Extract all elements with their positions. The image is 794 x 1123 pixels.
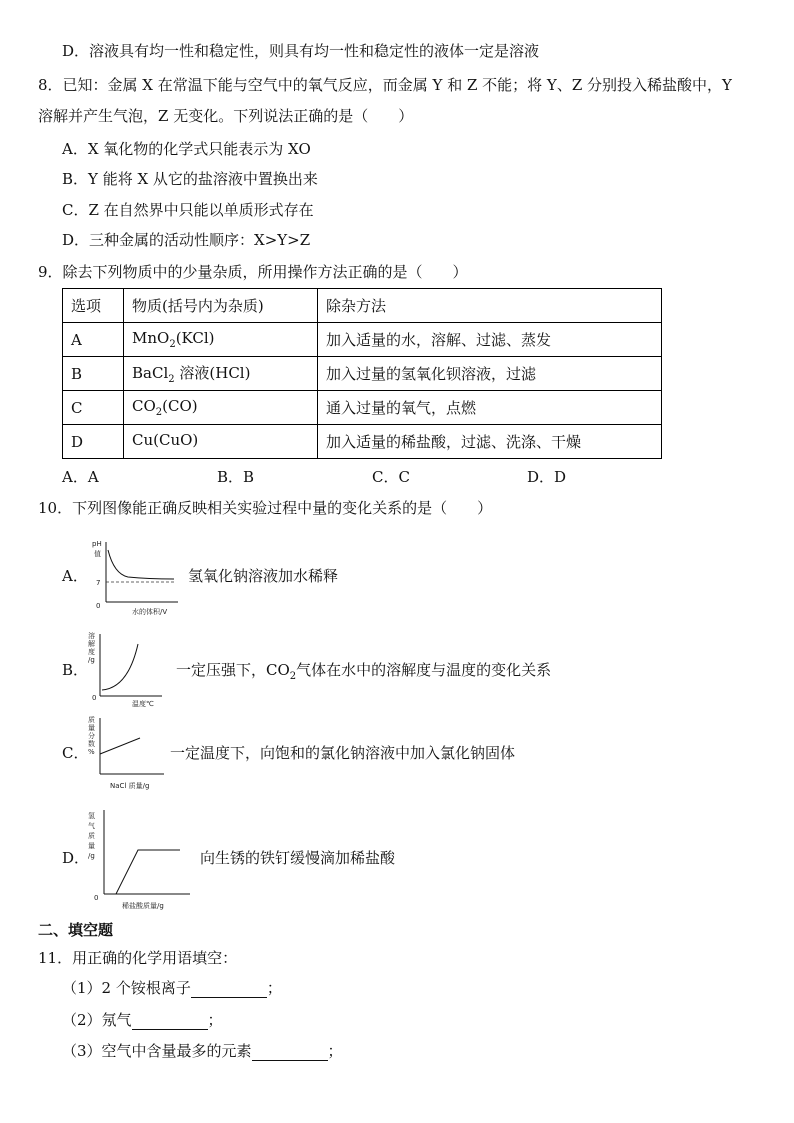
q8-stem-line2: 溶解并产生气泡，Z 无变化。下列说法正确的是（ ） bbox=[38, 107, 414, 125]
table-row bbox=[63, 323, 662, 357]
q10-stem: 10．下列图像能正确反映相关实验过程中量的变化关系的是（ ） bbox=[38, 499, 493, 517]
graph-a-tick: 7 bbox=[96, 579, 101, 587]
graph-d-xlabel: 稀盐酸质量/g bbox=[122, 902, 164, 910]
graph-c-line bbox=[100, 738, 140, 754]
graph-c-ylabel: 量 bbox=[88, 724, 95, 732]
answer-blank[interactable] bbox=[132, 1013, 208, 1030]
q11-item-3: （3）空气中含量最多的元素 ； bbox=[62, 1042, 343, 1060]
graph-b-curve bbox=[102, 644, 138, 690]
q8-option-a: A．X 氧化物的化学式只能表示为 XO bbox=[62, 140, 311, 158]
q10-option-c-letter: C． bbox=[62, 744, 89, 762]
graph-b-origin: 0 bbox=[92, 694, 97, 702]
table-header: 物质(括号内为杂质) bbox=[124, 289, 318, 323]
q10-option-d-letter: D． bbox=[62, 849, 90, 867]
substance-cell: BaCl$_2$ 溶液(HCl) bbox=[124, 357, 318, 391]
q8-stem-line1: 8．已知：金属 X 在常温下能与空气中的氧气反应，而金属 Y 和 Z 不能；将 Y、Z 分别投入稀盐酸中，Y bbox=[38, 76, 732, 94]
method-cell: 通入过量的氧气，点燃 bbox=[318, 391, 662, 425]
q9-table bbox=[62, 288, 662, 459]
answer-blank[interactable] bbox=[191, 981, 267, 998]
q9-answer-a: A．A bbox=[62, 468, 99, 486]
graph-a-curve bbox=[108, 550, 174, 579]
q8-option-d: D．三种金属的活动性顺序：X>Y>Z bbox=[62, 231, 311, 249]
q9-answer-c: C．C bbox=[372, 468, 410, 486]
table-row bbox=[63, 357, 662, 391]
method-cell: 加入过量的氢氧化钡溶液，过滤 bbox=[318, 357, 662, 391]
table-header: 选项 bbox=[63, 289, 124, 323]
graph-c bbox=[84, 712, 176, 794]
graph-c-ylabel: 数 bbox=[88, 740, 95, 748]
graph-c-ylabel: 分 bbox=[88, 732, 95, 740]
q9-answer-b: B．B bbox=[217, 468, 255, 486]
graph-d-ylabel: 气 bbox=[88, 822, 95, 830]
q10-option-b-letter: B． bbox=[62, 661, 89, 679]
graph-a-origin: 0 bbox=[96, 602, 101, 610]
option-cell: B bbox=[63, 357, 124, 391]
graph-b-ylabel: 度 bbox=[88, 648, 95, 656]
table-row bbox=[63, 425, 662, 459]
substance-cell: Cu(CuO) bbox=[124, 425, 318, 459]
graph-d-line bbox=[116, 850, 180, 894]
method-cell: 加入适量的稀盐酸，过滤、洗涤、干燥 bbox=[318, 425, 662, 459]
q10-option-c-desc: 一定温度下，向饱和的氯化钠溶液中加入氯化钠固体 bbox=[170, 744, 516, 762]
graph-a-ylabel: pH bbox=[92, 540, 102, 548]
q10-option-b-desc: 一定压强下，$CO_2$气体在水中的溶解度与温度的变化关系 bbox=[176, 661, 552, 682]
q9-answer-options bbox=[62, 467, 682, 487]
q9-answer-d: D．D bbox=[527, 468, 567, 486]
q9-stem: 9．除去下列物质中的少量杂质，所用操作方法正确的是（ ） bbox=[38, 263, 468, 281]
graph-d-ylabel: 量 bbox=[88, 842, 95, 850]
q11-stem: 11．用正确的化学用语填空： bbox=[38, 949, 238, 967]
graph-b-ylabel: 溶 bbox=[88, 632, 95, 640]
graph-a-xlabel: 水的体积/V bbox=[132, 608, 168, 616]
q8-option-c: C．Z 在自然界中只能以单质形式存在 bbox=[62, 201, 314, 219]
option-cell: D bbox=[63, 425, 124, 459]
q10-option-d-desc: 向生锈的铁钉缓慢滴加稀盐酸 bbox=[200, 849, 396, 867]
graph-b bbox=[84, 628, 176, 710]
section-title: 二、填空题 bbox=[38, 921, 114, 939]
q11-item-2: （2）氖气 ； bbox=[62, 1011, 223, 1029]
graph-b-ylabel: 解 bbox=[88, 640, 95, 648]
graph-b-ylabel: /g bbox=[88, 656, 95, 664]
answer-blank[interactable] bbox=[252, 1044, 328, 1061]
graph-d-ylabel: 氢 bbox=[88, 812, 95, 820]
graph-d bbox=[84, 804, 194, 912]
table-row bbox=[63, 391, 662, 425]
method-cell: 加入适量的水，溶解、过滤、蒸发 bbox=[318, 323, 662, 357]
option-cell: A bbox=[63, 323, 124, 357]
graph-a-ylabel-2: 值 bbox=[94, 550, 101, 558]
table-header-row bbox=[63, 289, 662, 323]
q7-option-d: D．溶液具有均一性和稳定性，则具有均一性和稳定性的液体一定是溶液 bbox=[62, 42, 540, 60]
graph-c-ylabel: % bbox=[88, 748, 95, 756]
q10-option-a-desc: 氢氧化钠溶液加水稀释 bbox=[188, 567, 339, 585]
graph-d-origin: 0 bbox=[94, 894, 99, 902]
q8-option-b: B．Y 能将 X 从它的盐溶液中置换出来 bbox=[62, 170, 318, 188]
graph-d-ylabel: 质 bbox=[88, 832, 95, 840]
graph-a bbox=[88, 532, 183, 620]
substance-cell: MnO$_2$(KCl) bbox=[124, 323, 318, 357]
q10-option-a-letter: A． bbox=[62, 567, 88, 585]
graph-c-xlabel: NaCl 质量/g bbox=[110, 782, 150, 790]
graph-c-ylabel: 质 bbox=[88, 716, 95, 724]
graph-b-xlabel: 温度℃ bbox=[132, 700, 154, 708]
substance-cell: $CO_2(CO)$ bbox=[124, 391, 318, 425]
table-header: 除杂方法 bbox=[318, 289, 662, 323]
option-cell: C bbox=[63, 391, 124, 425]
graph-d-ylabel: /g bbox=[88, 852, 95, 860]
q11-item-1: （1）2 个铵根离子 ； bbox=[62, 979, 282, 997]
